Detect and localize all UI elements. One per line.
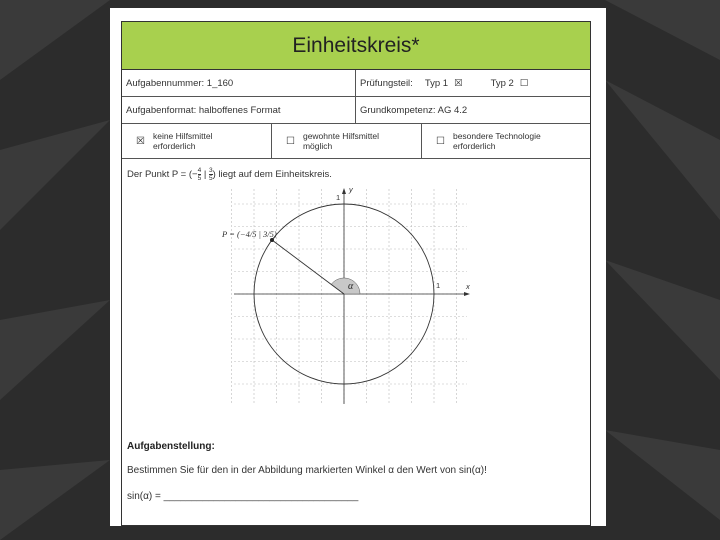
point-p-label: P = (−4/5 | 3/5) <box>222 229 277 239</box>
x-tick-label: 1 <box>436 281 441 290</box>
task-heading: Aufgabenstellung: <box>127 441 215 452</box>
y-axis-label: y <box>349 185 353 194</box>
aid-label-line1: keine Hilfsmittel <box>152 131 213 141</box>
answer-line <box>127 491 358 502</box>
fraction-numerator: 4 <box>197 167 202 174</box>
title-bar <box>122 22 590 70</box>
meta-row-2 <box>122 97 590 124</box>
y-axis-arrow <box>342 188 346 194</box>
aid-checkbox[interactable]: ☐ <box>436 135 445 147</box>
task-frame <box>121 21 591 526</box>
type1-checkbox[interactable]: ☒ <box>454 77 463 89</box>
task-format: Aufgabenformat: halboffenes Format <box>122 97 356 123</box>
aid-label-line2: erforderlich <box>452 141 496 151</box>
meta-row-1 <box>122 70 590 97</box>
intro-after: ) liegt auf dem Einheitskreis. <box>212 169 332 181</box>
intro-before: Der Punkt P = (− <box>127 169 198 181</box>
page-title: Einheitskreis* <box>292 33 420 57</box>
aid-checkbox[interactable]: ☒ <box>136 135 145 147</box>
answer-blank[interactable]: ___________________________________ <box>163 491 359 502</box>
aid-label-line2: erforderlich <box>152 141 196 151</box>
type2-checkbox[interactable]: ☐ <box>519 77 529 89</box>
x-axis-label: x <box>466 282 470 291</box>
aid-label-line1: gewohnte Hilfsmittel <box>302 131 380 141</box>
aid-label-line2: möglich <box>302 141 333 151</box>
unit-circle-diagram <box>122 159 592 439</box>
fraction-denominator: 5 <box>208 175 213 182</box>
exam-part-label: Prüfungsteil: <box>360 77 413 89</box>
angle-alpha-label: α <box>348 281 354 292</box>
type1-label: Typ 1 <box>424 77 449 89</box>
fraction-denominator: 5 <box>197 175 202 182</box>
radius-to-point <box>272 240 344 294</box>
task-instruction: Bestimmen Sie für den in der Abbildung markierten Winkel α den Wert von sin(α)! <box>127 465 487 476</box>
worksheet-page <box>110 8 606 526</box>
grid <box>232 189 468 404</box>
aids-row <box>122 124 590 159</box>
type2-label: Typ 2 <box>490 77 514 89</box>
aid-option-technology <box>422 124 590 158</box>
intro-separator: | <box>203 169 207 181</box>
aid-label-line1: besondere Technologie <box>452 131 541 141</box>
x-axis-arrow <box>464 292 470 296</box>
fraction-numerator: 3 <box>208 167 213 174</box>
aid-option-none <box>122 124 272 158</box>
core-competence: Grundkompetenz: AG 4.2 <box>360 104 468 116</box>
task-number: Aufgabennummer: 1_160 <box>122 70 356 96</box>
aid-checkbox[interactable]: ☐ <box>286 135 295 147</box>
exam-part <box>356 70 590 96</box>
angle-alpha-sector <box>331 278 360 294</box>
task-body <box>122 159 590 529</box>
aid-option-usual <box>272 124 422 158</box>
y-tick-label: 1 <box>336 193 341 202</box>
answer-prefix: sin(α) = <box>127 491 164 502</box>
